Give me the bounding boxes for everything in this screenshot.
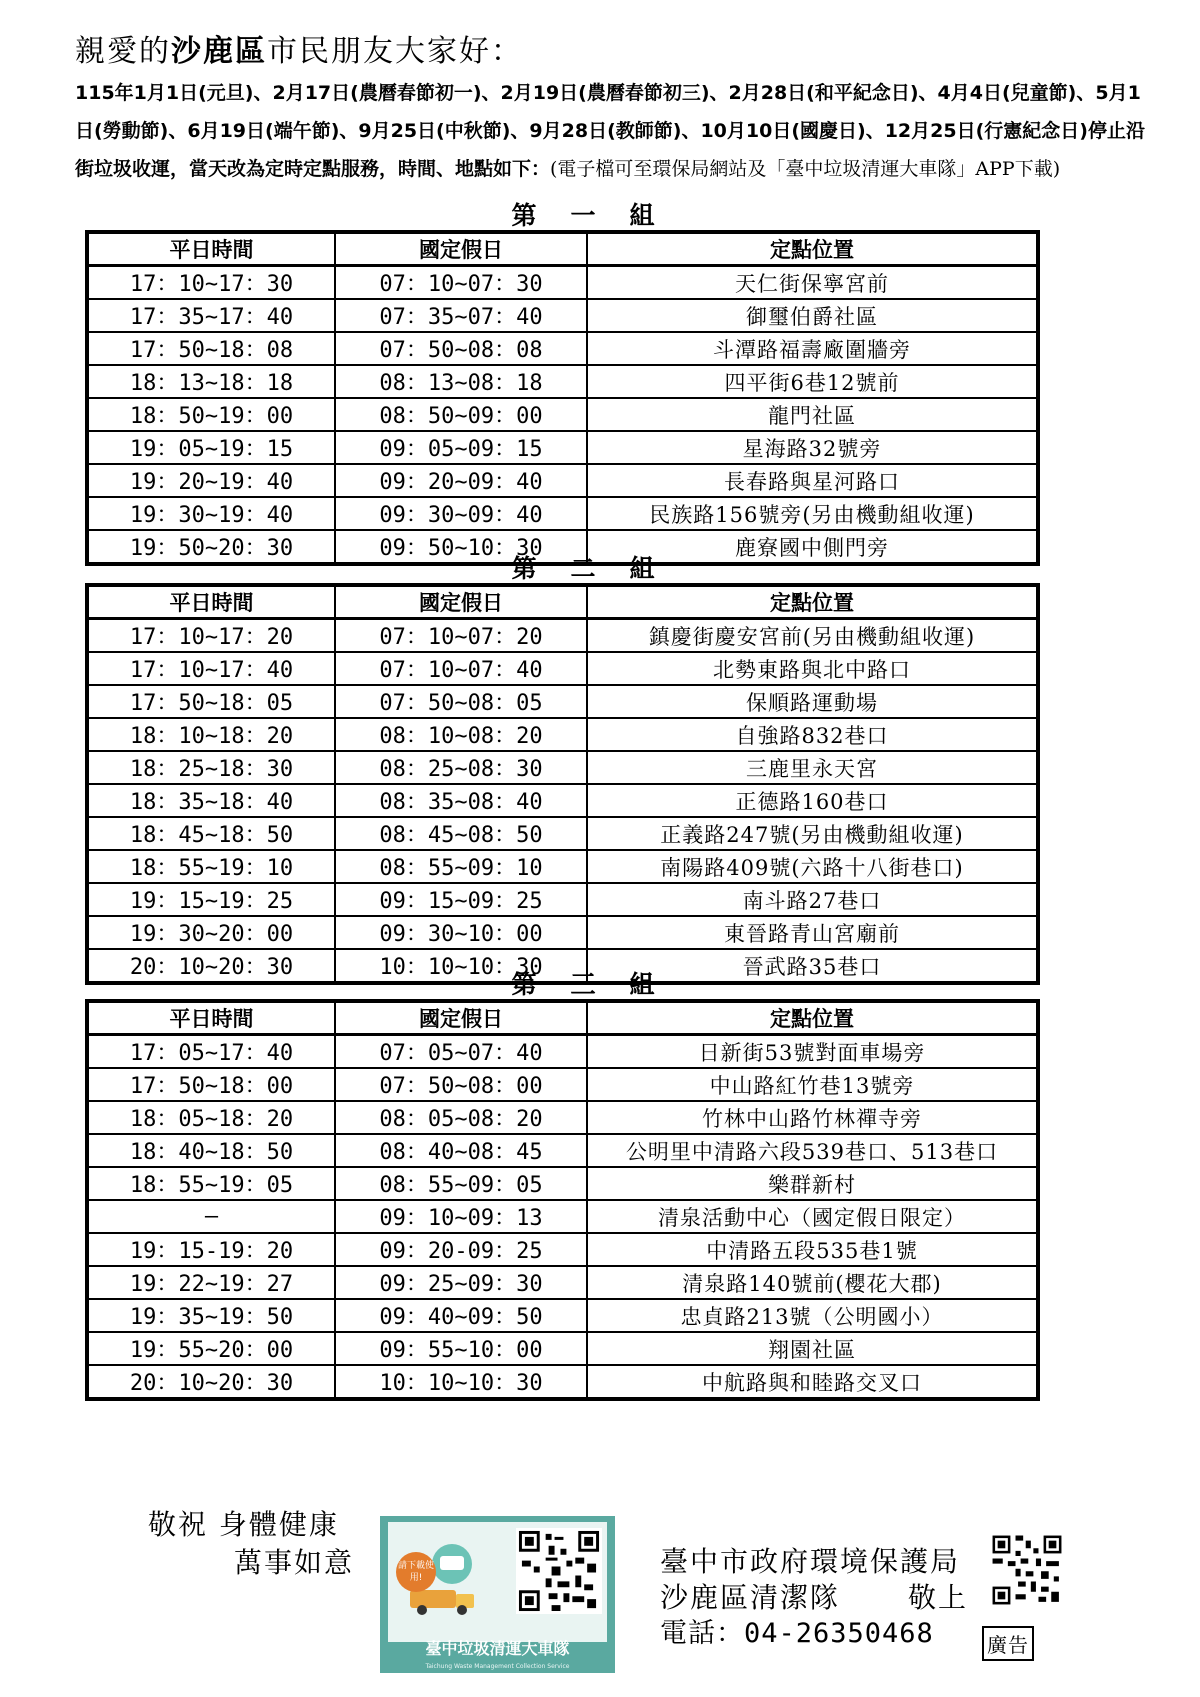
weekday-time-cell: 17：50~18：08 (87, 332, 335, 365)
closing-line-1: 敬祝 身體健康 (148, 1508, 339, 1541)
location-cell: 中航路與和睦路交叉口 (587, 1365, 1038, 1399)
sender-block (660, 1544, 968, 1652)
location-cell: 鎮慶街慶安宮前(另由機動組收運) (587, 619, 1038, 653)
column-header-location: 定點位置 (587, 585, 1038, 619)
location-cell: 御璽伯爵社區 (587, 299, 1038, 332)
holiday-time-cell: 08：35~08：40 (335, 784, 587, 817)
weekday-time-cell: 19：50~20：30 (87, 530, 335, 564)
location-cell: 鹿寮國中側門旁 (587, 530, 1038, 564)
notice-paragraph (75, 74, 1155, 188)
weekday-time-cell: 18：50~19：00 (87, 398, 335, 431)
sender-phone: 電話：04-26350468 (660, 1618, 934, 1649)
advertisement-label: 廣告 (982, 1626, 1034, 1661)
sender-agency: 臺中市政府環境保護局 (660, 1545, 961, 1578)
holiday-time-cell: 09：30~10：00 (335, 916, 587, 949)
holiday-time-cell: 07：05~07：40 (335, 1035, 587, 1069)
table-row (87, 718, 1038, 751)
location-cell: 長春路與星河路口 (587, 464, 1038, 497)
holiday-time-cell: 07：50~08：00 (335, 1068, 587, 1101)
holiday-time-cell: 10：10~10：30 (335, 949, 587, 983)
weekday-time-cell: 18：05~18：20 (87, 1101, 335, 1134)
holiday-time-cell: 09：15~09：25 (335, 883, 587, 916)
weekday-time-cell: 20：10~20：30 (87, 949, 335, 983)
table-row (87, 266, 1038, 300)
weekday-time-cell: 17：10~17：40 (87, 652, 335, 685)
table-header-row (87, 585, 1038, 619)
table-row (87, 464, 1038, 497)
holiday-time-cell: 09：20-09：25 (335, 1233, 587, 1266)
notice-download-text: (電子檔可至環保局網站及「臺中垃圾清運大車隊」APP下載) (550, 158, 1061, 180)
holiday-time-cell: 09：10~09：13 (335, 1200, 587, 1233)
location-cell: 竹林中山路竹林禪寺旁 (587, 1101, 1038, 1134)
group-3-title: 第三組 (511, 970, 689, 999)
weekday-time-cell: 17：10~17：20 (87, 619, 335, 653)
location-cell: 翔園社區 (587, 1332, 1038, 1365)
weekday-time-cell: 17：10~17：30 (87, 266, 335, 300)
closing-wishes (148, 1506, 354, 1582)
greeting-suffix: 市民朋友大家好： (267, 34, 523, 69)
weekday-time-cell: 17：50~18：05 (87, 685, 335, 718)
holiday-time-cell: 08：50~09：00 (335, 398, 587, 431)
column-header-location: 定點位置 (587, 1001, 1038, 1035)
table-row (87, 916, 1038, 949)
holiday-time-cell: 09：50~10：30 (335, 530, 587, 564)
weekday-time-cell: 18：45~18：50 (87, 817, 335, 850)
app-name: 臺中垃圾清運大車隊 (425, 1639, 570, 1658)
weekday-time-cell: 19：35~19：50 (87, 1299, 335, 1332)
holiday-time-cell: 09：30~09：40 (335, 497, 587, 530)
website-qr-code-icon (990, 1533, 1064, 1607)
weekday-time-cell: 19：15~19：25 (87, 883, 335, 916)
holiday-time-cell: 07：35~07：40 (335, 299, 587, 332)
weekday-time-cell: — (87, 1200, 335, 1233)
weekday-time-cell: 19：15-19：20 (87, 1233, 335, 1266)
holiday-time-cell: 07：10~07：30 (335, 266, 587, 300)
holiday-time-cell: 10：10~10：30 (335, 1365, 587, 1399)
weekday-time-cell: 17：05~17：40 (87, 1035, 335, 1069)
group-3-table (85, 999, 1040, 1401)
table-row (87, 685, 1038, 718)
column-header-weekday: 平日時間 (87, 585, 335, 619)
location-cell: 忠貞路213號（公明國小） (587, 1299, 1038, 1332)
table-row (87, 850, 1038, 883)
column-header-weekday: 平日時間 (87, 1001, 335, 1035)
table-row (87, 1068, 1038, 1101)
location-cell: 斗潭路福壽廠圍牆旁 (587, 332, 1038, 365)
table-row (87, 1299, 1038, 1332)
weekday-time-cell: 18：25~18：30 (87, 751, 335, 784)
holiday-time-cell: 09：20~09：40 (335, 464, 587, 497)
holiday-time-cell: 09：55~10：00 (335, 1332, 587, 1365)
table-row (87, 1266, 1038, 1299)
table-row (87, 652, 1038, 685)
column-header-holiday: 國定假日 (335, 232, 587, 266)
group-2-title: 第二組 (511, 554, 689, 583)
sender-sign: 敬上 (908, 1581, 969, 1614)
weekday-time-cell: 19：20~19：40 (87, 464, 335, 497)
location-cell: 清泉活動中心（國定假日限定） (587, 1200, 1038, 1233)
table-row (87, 1167, 1038, 1200)
location-cell: 民族路156號旁(另由機動組收運) (587, 497, 1038, 530)
location-cell: 三鹿里永天宮 (587, 751, 1038, 784)
weekday-time-cell: 17：50~18：00 (87, 1068, 335, 1101)
table-row (87, 751, 1038, 784)
table-row (87, 332, 1038, 365)
location-cell: 星海路32號旁 (587, 431, 1038, 464)
location-cell: 龍門社區 (587, 398, 1038, 431)
location-cell: 南斗路27巷口 (587, 883, 1038, 916)
holiday-time-cell: 08：05~08：20 (335, 1101, 587, 1134)
column-header-holiday: 國定假日 (335, 1001, 587, 1035)
table-row (87, 431, 1038, 464)
holiday-time-cell: 07：10~07：40 (335, 652, 587, 685)
location-cell: 晉武路35巷口 (587, 949, 1038, 983)
greeting-prefix: 親愛的 (75, 34, 171, 69)
column-header-weekday: 平日時間 (87, 232, 335, 266)
holiday-time-cell: 07：50~08：05 (335, 685, 587, 718)
holiday-time-cell: 09：25~09：30 (335, 1266, 587, 1299)
weekday-time-cell: 19：30~19：40 (87, 497, 335, 530)
table-row (87, 398, 1038, 431)
weekday-time-cell: 18：55~19：05 (87, 1167, 335, 1200)
location-cell: 中清路五段535巷1號 (587, 1233, 1038, 1266)
weekday-time-cell: 18：13~18：18 (87, 365, 335, 398)
table-row (87, 497, 1038, 530)
notice-bold-text: 115年1月1日(元旦)、2月17日(農曆春節初一)、2月19日(農曆春節初三)、2月28日(和平紀念日)、4月4日(兒童節)、5月1日(勞動節)、6月19日(端午節)、9月25日(中秋節)、9月28日(教師節)、10月10日(國慶日)、12月25日(行憲紀念日)停止沿街垃圾收運，當天改為定時定點服務，時間、地點如下： (75, 82, 1145, 180)
weekday-time-cell: 20：10~20：30 (87, 1365, 335, 1399)
table-row (87, 365, 1038, 398)
table-row (87, 299, 1038, 332)
group-2-table (85, 583, 1040, 985)
app-qr-code-icon (516, 1528, 602, 1614)
location-cell: 樂群新村 (587, 1167, 1038, 1200)
sender-team: 沙鹿區清潔隊 (660, 1581, 841, 1614)
weekday-time-cell: 18：40~18：50 (87, 1134, 335, 1167)
holiday-time-cell: 08：55~09：05 (335, 1167, 587, 1200)
location-cell: 公明里中清路六段539巷口、513巷口 (587, 1134, 1038, 1167)
location-cell: 正義路247號(另由機動組收運) (587, 817, 1038, 850)
table-row (87, 1332, 1038, 1365)
table-row (87, 817, 1038, 850)
location-cell: 中山路紅竹巷13號旁 (587, 1068, 1038, 1101)
location-cell: 清泉路140號前(櫻花大郡) (587, 1266, 1038, 1299)
table-header-row (87, 1001, 1038, 1035)
table-row (87, 1035, 1038, 1069)
app-promo-inner (388, 1522, 607, 1642)
closing-line-2: 萬事如意 (234, 1546, 355, 1579)
download-bubble: 請下載使用! (396, 1552, 436, 1592)
table-header-row (87, 232, 1038, 266)
location-cell: 東晉路青山宮廟前 (587, 916, 1038, 949)
holiday-time-cell: 08：10~08：20 (335, 718, 587, 751)
table-row (87, 619, 1038, 653)
group-1-title: 第一組 (511, 201, 689, 230)
app-english-name: Taichung Waste Management Collection Service (425, 1663, 570, 1670)
holiday-time-cell: 08：45~08：50 (335, 817, 587, 850)
location-cell: 日新街53號對面車場旁 (587, 1035, 1038, 1069)
location-cell: 天仁街保寧宮前 (587, 266, 1038, 300)
weekday-time-cell: 19：30~20：00 (87, 916, 335, 949)
greeting (75, 26, 523, 70)
location-cell: 四平街6巷12號前 (587, 365, 1038, 398)
holiday-time-cell: 09：40~09：50 (335, 1299, 587, 1332)
table-row (87, 784, 1038, 817)
group-1-table (85, 230, 1040, 566)
weekday-time-cell: 18：35~18：40 (87, 784, 335, 817)
column-header-holiday: 國定假日 (335, 585, 587, 619)
location-cell: 南陽路409號(六路十八街巷口) (587, 850, 1038, 883)
location-cell: 保順路運動場 (587, 685, 1038, 718)
greeting-district: 沙鹿區 (171, 34, 267, 69)
holiday-time-cell: 08：40~08：45 (335, 1134, 587, 1167)
column-header-location: 定點位置 (587, 232, 1038, 266)
weekday-time-cell: 18：10~18：20 (87, 718, 335, 751)
weekday-time-cell: 17：35~17：40 (87, 299, 335, 332)
weekday-time-cell: 18：55~19：10 (87, 850, 335, 883)
holiday-time-cell: 08：55~09：10 (335, 850, 587, 883)
holiday-time-cell: 08：13~08：18 (335, 365, 587, 398)
weekday-time-cell: 19：55~20：00 (87, 1332, 335, 1365)
table-row (87, 1101, 1038, 1134)
table-row (87, 1233, 1038, 1266)
weekday-time-cell: 19：05~19：15 (87, 431, 335, 464)
holiday-time-cell: 09：05~09：15 (335, 431, 587, 464)
location-cell: 北勢東路與北中路口 (587, 652, 1038, 685)
holiday-time-cell: 07：10~07：20 (335, 619, 587, 653)
holiday-time-cell: 08：25~08：30 (335, 751, 587, 784)
app-promo-card (380, 1516, 615, 1673)
table-row (87, 1365, 1038, 1399)
weekday-time-cell: 19：22~19：27 (87, 1266, 335, 1299)
holiday-time-cell: 07：50~08：08 (335, 332, 587, 365)
table-row (87, 1134, 1038, 1167)
location-cell: 正德路160巷口 (587, 784, 1038, 817)
table-row (87, 1200, 1038, 1233)
table-row (87, 883, 1038, 916)
location-cell: 自強路832巷口 (587, 718, 1038, 751)
